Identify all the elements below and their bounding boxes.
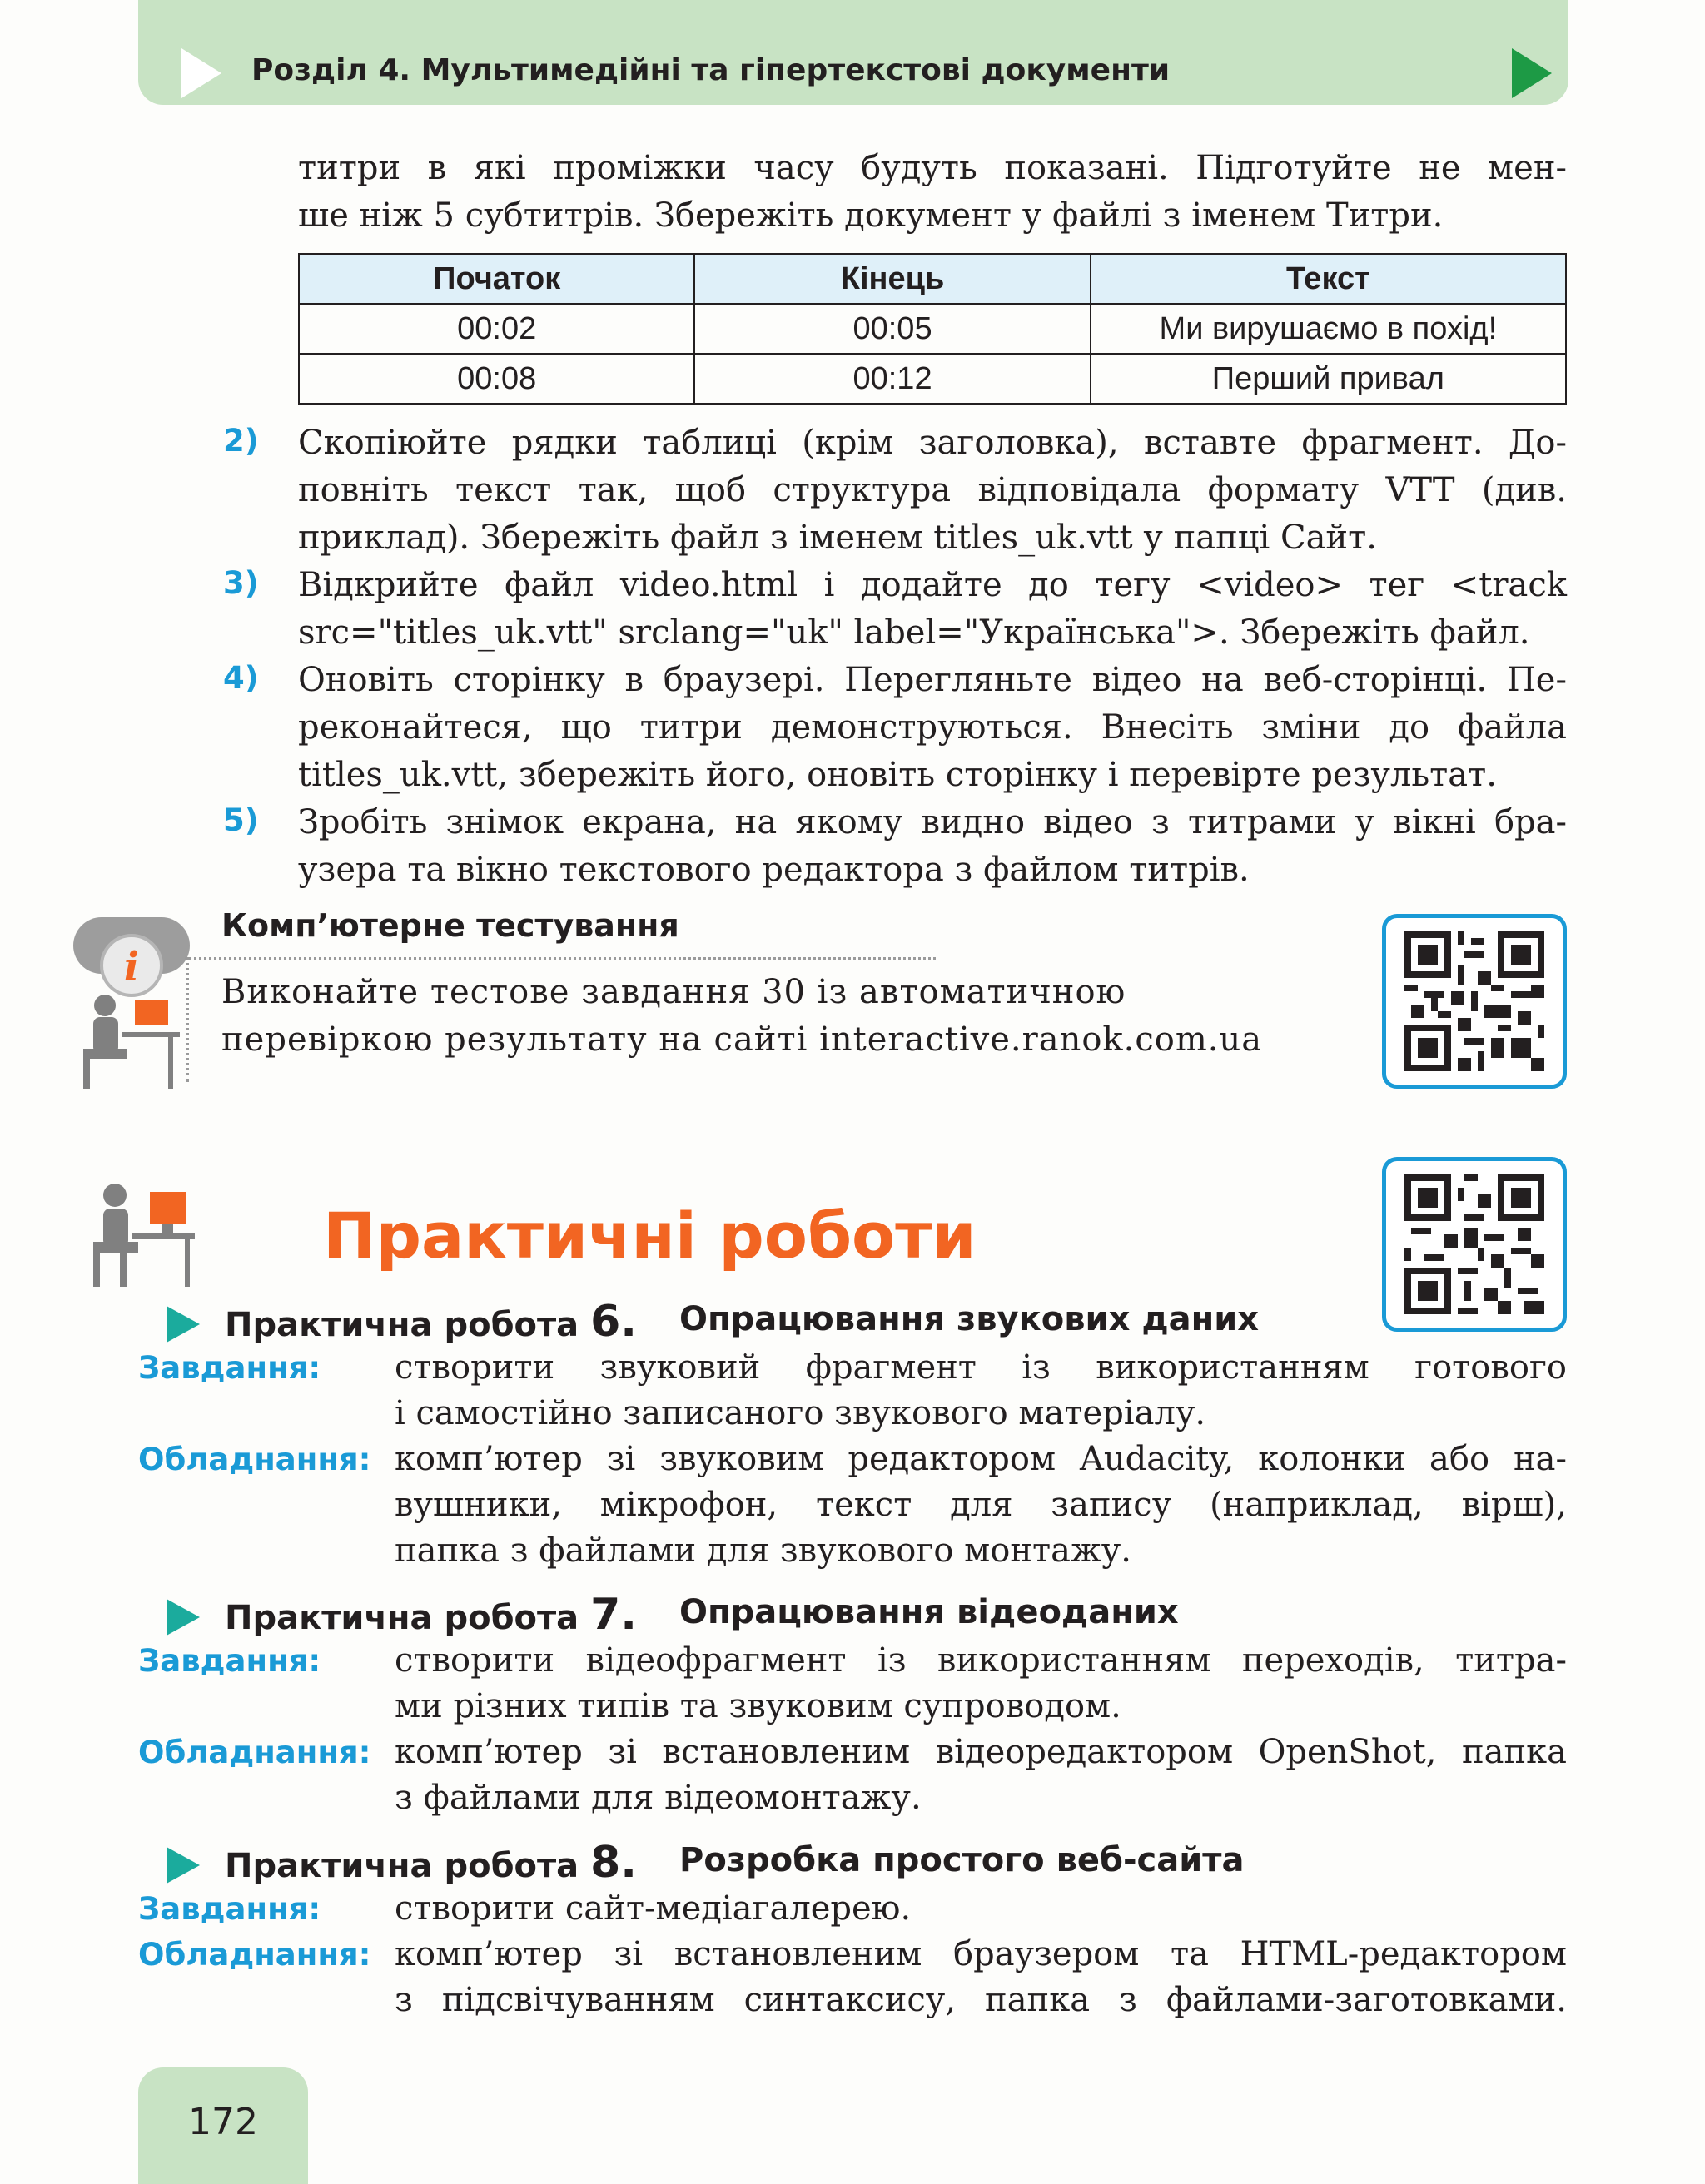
step-line: titles_uk.vtt, збережіть його, оновіть сторінку і перевірте результат.	[298, 756, 1497, 794]
teal-triangle-icon	[167, 1306, 200, 1343]
practical-work-heading	[167, 1838, 637, 1888]
practical-work-number: 6.	[590, 1297, 638, 1347]
task-text	[395, 1638, 1567, 1730]
practical-work-topic: Опрацювання звукових даних	[679, 1300, 1260, 1338]
qr-code-icon	[1404, 931, 1544, 1071]
equipment-line: з файлами для відеомонтажу.	[395, 1779, 922, 1817]
table-row	[299, 304, 1566, 354]
header-right-arrow-icon	[1512, 48, 1552, 98]
equipment-line: папка з файлами для звукового монтажу.	[395, 1531, 1131, 1570]
header-left-arrow-icon	[181, 48, 221, 98]
intro-line: титри в які проміжки часу будуть показані. Підготуйте не мен-	[298, 149, 1567, 187]
task-label: Завдання:	[138, 1350, 321, 1386]
step-line: приклад). Збережіть файл з іменем titles_uk.vtt у папці Сайт.	[298, 519, 1377, 557]
task-label: Завдання:	[138, 1891, 321, 1927]
info-vertical-divider	[186, 957, 189, 1082]
equipment-label: Обладнання:	[138, 1735, 371, 1770]
equipment-label: Обладнання:	[138, 1442, 371, 1477]
computer-testing-icon	[72, 916, 196, 1090]
step-line: src="titles_uk.vtt" srclang="uk" label="Українська">. Збережіть файл.	[298, 613, 1530, 652]
task-line: створити сайт-медіагалерею.	[395, 1889, 912, 1928]
qr-code-practical[interactable]	[1382, 1157, 1567, 1332]
step-line: Відкрийте файл video.html і додайте до тегу <video> тег <track	[298, 566, 1567, 604]
step-number: 3)	[223, 565, 259, 601]
intro-line: ше ніж 5 субтитрів. Збережіть документ у файлі з іменем Титри.	[298, 196, 1444, 235]
practical-work-icon	[87, 1182, 195, 1290]
column-header-text: Текст	[1091, 254, 1566, 304]
column-header-start: Початок	[299, 254, 694, 304]
task-line: створити звуковий фрагмент із використанням готового	[395, 1348, 1567, 1387]
desk-leg-shape	[168, 1037, 173, 1089]
practical-work-prefix: Практична робота	[225, 1306, 591, 1344]
step-text	[298, 562, 1567, 657]
step-number: 5)	[223, 802, 259, 838]
equipment-line: комп’ютер зі встановленим браузером та HTML-редактором	[395, 1935, 1567, 1973]
qr-code-icon	[1404, 1174, 1544, 1314]
equipment-text	[395, 1730, 1567, 1821]
task-line: і самостійно записаного звукового матеріалу.	[395, 1394, 1206, 1432]
desk-shape	[122, 1032, 180, 1037]
table-cell: 00:12	[694, 354, 1090, 404]
practical-work-prefix: Практична робота	[225, 1599, 591, 1637]
person-head-shape	[94, 995, 116, 1016]
step-number: 2)	[223, 423, 259, 459]
practical-work-heading	[167, 1590, 637, 1640]
person-body-shape	[93, 1017, 118, 1054]
equipment-label: Обладнання:	[138, 1937, 371, 1973]
monitor-shape	[135, 1000, 168, 1025]
task-label: Завдання:	[138, 1643, 321, 1679]
teal-triangle-icon	[167, 1847, 200, 1884]
info-letter: i	[123, 944, 140, 990]
equipment-text	[395, 1437, 1567, 1574]
qr-code-testing[interactable]	[1382, 914, 1567, 1089]
equipment-text	[395, 1932, 1567, 2023]
practical-work-heading	[167, 1297, 637, 1347]
step-text	[298, 799, 1567, 894]
practical-work-prefix: Практична робота	[225, 1847, 591, 1885]
step-line: Оновіть сторінку в браузері. Перегляньте відео на веб-сторінці. Пе-	[298, 661, 1567, 699]
table-cell: 00:08	[299, 354, 694, 404]
equipment-line: комп’ютер зі встановленим відеоредактором OpenShot, папка	[395, 1733, 1567, 1771]
chapter-title: Розділ 4. Мультимедійні та гіпертекстові документи	[251, 53, 1171, 87]
table-cell: Ми вирушаємо в похід!	[1091, 304, 1566, 354]
table-header-row	[299, 254, 1566, 304]
step-line: реконайтеся, що титри демонструються. Внесіть зміни до файла	[298, 708, 1567, 747]
intro-paragraph	[298, 145, 1567, 240]
section-title: Практичні роботи	[323, 1199, 977, 1273]
equipment-line: комп’ютер зі звуковим редактором Audacity, колонки або на-	[395, 1440, 1567, 1478]
table-cell: 00:05	[694, 304, 1090, 354]
step-text	[298, 419, 1567, 562]
chair-leg-shape	[83, 1057, 90, 1089]
table-cell: Перший привал	[1091, 354, 1566, 404]
task-text	[395, 1886, 1567, 1932]
subtitles-table	[298, 253, 1567, 405]
chapter-header	[138, 0, 1568, 105]
info-title: Комп’ютерне тестування	[221, 907, 679, 944]
step-line: повніть текст так, щоб структура відповідала формату VTT (див.	[298, 471, 1567, 509]
task-text	[395, 1345, 1567, 1437]
step-line: узера та вікно текстового редактора з файлом титрів.	[298, 851, 1250, 889]
practical-work-topic: Опрацювання відеоданих	[679, 1593, 1179, 1631]
column-header-end: Кінець	[694, 254, 1090, 304]
equipment-line: з підсвічуванням синтаксису, папка з файлами-заготовками.	[395, 1981, 1567, 2019]
equipment-line: вушники, мікрофон, текст для запису (наприклад, вірш),	[395, 1486, 1567, 1524]
practical-work-number: 8.	[590, 1838, 638, 1888]
page-number: 172	[188, 2101, 258, 2143]
step-text	[298, 657, 1567, 799]
info-line: Виконайте тестове завдання 30 із автоматичною	[221, 973, 1126, 1011]
task-line: ми різних типів та звуковим супроводом.	[395, 1687, 1121, 1725]
teal-triangle-icon	[167, 1599, 200, 1636]
task-line: створити відеофрагмент із використанням переходів, титра-	[395, 1641, 1567, 1680]
info-text	[221, 969, 1262, 1064]
table-row	[299, 354, 1566, 404]
step-line: Зробіть знімок екрана, на якому видно відео з титрами у вікні бра-	[298, 803, 1567, 841]
info-line: перевіркою результату на сайті interactive.ranok.com.ua	[221, 1020, 1263, 1059]
step-number: 4)	[223, 660, 259, 696]
step-line: Скопіюйте рядки таблиці (крім заголовка), вставте фрагмент. До-	[298, 424, 1567, 462]
info-divider	[185, 957, 936, 960]
table-cell: 00:02	[299, 304, 694, 354]
practical-work-number: 7.	[590, 1590, 638, 1640]
practical-work-topic: Розробка простого веб-сайта	[679, 1841, 1245, 1879]
